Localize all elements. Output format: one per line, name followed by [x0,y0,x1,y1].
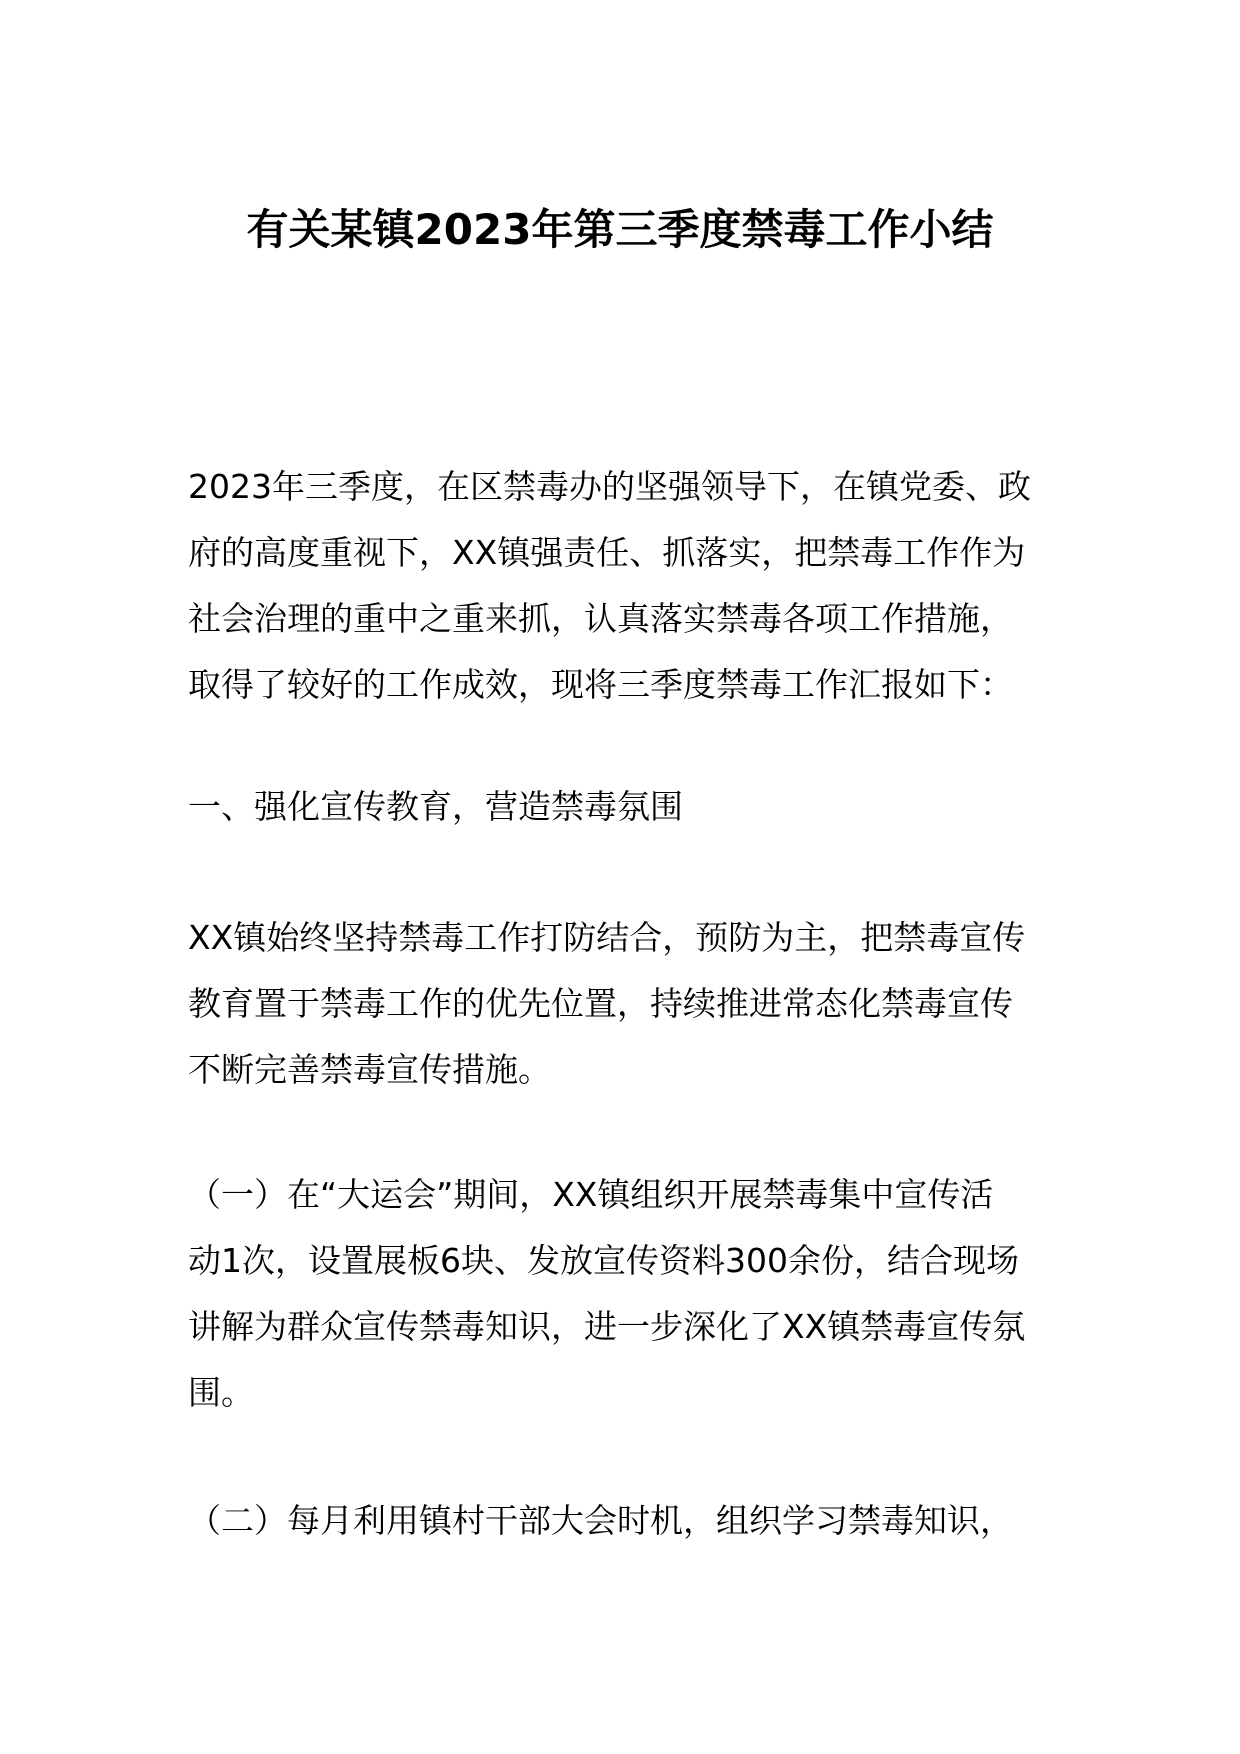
paragraph-line: 动1次，设置展板6块、发放宣传资料300余份，结合现场 [188,1241,1019,1280]
section-heading [188,774,1058,840]
paragraph-line: 社会治理的重中之重来抓，认真落实禁毒各项工作措施， [188,599,1013,638]
paragraph-line: （二）每月利用镇村干部大会时机，组织学习禁毒知识， [188,1501,1013,1540]
paragraph-line: 2023年三季度，在区禁毒办的坚强领导下，在镇党委、政 [188,467,1031,506]
paragraph-line: （一）在“大运会”期间，XX镇组织开展禁毒集中宣传活 [188,1175,994,1214]
heading-line: 一、强化宣传教育，营造禁毒氛围 [188,787,683,826]
intro-paragraph [188,454,1058,718]
section-paragraph [188,905,1058,1103]
paragraph-line: XX镇始终坚持禁毒工作打防结合，预防为主，把禁毒宣传 [188,918,1026,957]
paragraph-line: 讲解为群众宣传禁毒知识，进一步深化了XX镇禁毒宣传氛 [188,1307,1026,1346]
paragraph-line: 府的高度重视下，XX镇强责任、抓落实，把禁毒工作作为 [188,533,1026,572]
document-title: 有关某镇2023年第三季度禁毒工作小结 [246,205,994,254]
item-paragraph-1 [188,1162,1058,1426]
paragraph-line: 教育置于禁毒工作的优先位置，持续推进常态化禁毒宣传 [188,984,1013,1023]
paragraph-line: 不断完善禁毒宣传措施。 [188,1050,551,1089]
item-paragraph-2 [188,1488,1058,1554]
paragraph-line: 取得了较好的工作成效，现将三季度禁毒工作汇报如下： [188,665,1013,704]
paragraph-line: 围。 [188,1373,254,1412]
